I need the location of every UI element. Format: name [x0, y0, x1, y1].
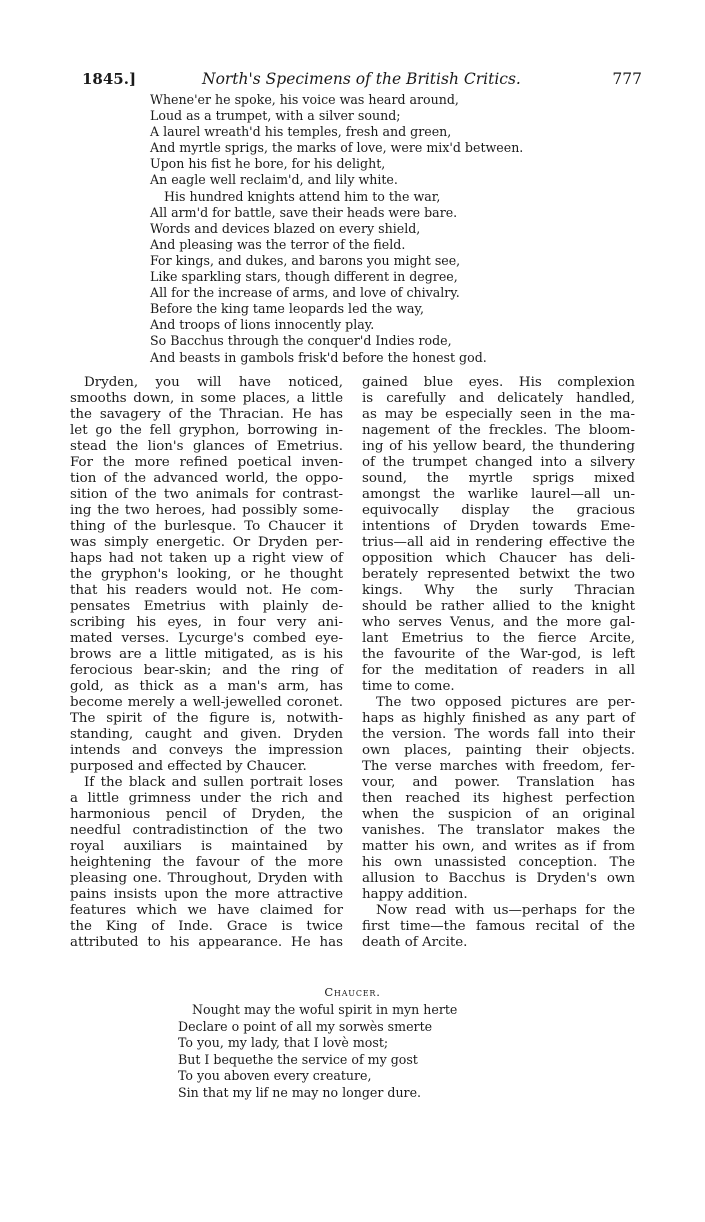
prose-line: vour, and power. Translation has — [362, 775, 635, 790]
chaucer-heading: Chaucer. — [324, 985, 381, 999]
prose-line: opposition which Chaucer has deli- — [362, 551, 635, 566]
verse-line: Upon his fist he bore, for his delight, — [150, 156, 386, 172]
prose-line: pensates Emetrius with plainly de- — [70, 599, 343, 614]
prose-line: time to come. — [362, 679, 455, 694]
prose-line: let go the fell gryphon, borrowing in- — [70, 423, 343, 438]
prose-line: needful contradistinction of the two — [70, 823, 343, 838]
verse-line: For kings, and dukes, and barons you might see, — [150, 252, 461, 268]
verse-line: So Bacchus through the conquer'd Indies rode, — [150, 333, 452, 349]
text-column-left — [70, 375, 343, 951]
verse-line: Before the king tame leopards led the way, — [150, 301, 424, 317]
verse-line: And pleasing was the terror of the field. — [150, 236, 406, 252]
prose-line: purposed and effected by Chaucer. — [70, 759, 307, 774]
prose-line: the favourite of the War-god, is left — [362, 647, 635, 662]
verse-line: His hundred knights attend him to the war, — [164, 188, 441, 204]
prose-line: sition of the two animals for contrast- — [70, 487, 343, 502]
verse-quotation-chaucer — [178, 1002, 648, 1102]
prose-line: standing, caught and given. Dryden — [70, 727, 343, 742]
prose-line: then reached its highest perfection — [362, 791, 635, 806]
prose-line: pains insists upon the more attractive — [70, 887, 343, 902]
prose-line: brows are a little mitigated, as is his — [70, 647, 343, 662]
prose-line: heightening the favour of the more — [70, 855, 343, 870]
prose-line: vanishes. The translator makes the — [362, 823, 635, 838]
prose-line: haps as highly finished as any part of — [362, 711, 635, 726]
prose-line: thing of the burlesque. To Chaucer it — [70, 519, 343, 534]
verse-line: And troops of lions innocently play. — [150, 317, 375, 333]
prose-line: equivocally display the gracious — [362, 503, 635, 518]
prose-line: scribing his eyes, in four very ani- — [70, 615, 343, 630]
prose-line: the gryphon's looking, or he thought — [70, 567, 343, 582]
prose-line: intentions of Dryden towards Eme- — [362, 519, 635, 534]
verse-line: Words and devices blazed on every shield, — [150, 220, 421, 236]
prose-line: The verse marches with freedom, fer- — [362, 759, 635, 774]
prose-line: gold, as thick as a man's arm, has — [70, 679, 343, 694]
prose-line: kings. Why the surly Thracian — [362, 583, 635, 598]
prose-line: The two opposed pictures are per- — [376, 695, 635, 710]
prose-line: should be rather allied to the knight — [362, 599, 635, 614]
verse-line: Like sparkling stars, though different in degree, — [150, 269, 458, 285]
prose-line: amongst the warlike laurel—all un- — [362, 487, 635, 502]
prose-line: gained blue eyes. His complexion — [362, 375, 635, 390]
prose-line: Dryden, you will have noticed, — [84, 375, 343, 390]
running-head — [82, 70, 642, 92]
verse-line: An eagle well reclaim'd, and lily white. — [150, 172, 398, 188]
prose-line: a little grimness under the rich and — [70, 791, 343, 806]
verse-line: All for the increase of arms, and love of chivalry. — [150, 285, 460, 301]
prose-line: happy addition. — [362, 887, 468, 902]
prose-line: pleasing one. Throughout, Dryden with — [70, 871, 343, 886]
prose-line: allusion to Bacchus is Dryden's own — [362, 871, 635, 886]
prose-line: ferocious bear-skin; and the ring of — [70, 663, 343, 678]
prose-line: ing of his yellow beard, the thundering — [362, 439, 635, 454]
prose-line: is carefully and delicately handled, — [362, 391, 635, 406]
prose-line: Now read with us—perhaps for the — [376, 903, 635, 918]
verse-line: Sin that my lif ne may no longer dure. — [178, 1084, 422, 1100]
header-title: North's Specimens of the British Critics. — [202, 70, 521, 88]
verse-line: But I bequethe the service of my gost — [178, 1051, 418, 1067]
prose-line: ing the two heroes, had possibly some- — [70, 503, 343, 518]
verse-line: And myrtle sprigs, the marks of love, were mix'd between. — [150, 140, 524, 156]
verse-quotation-dryden — [150, 92, 620, 366]
prose-line: attributed to his appearance. He has — [70, 935, 343, 950]
prose-line: haps had not taken up a right view of — [70, 551, 343, 566]
prose-line: harmonious pencil of Dryden, the — [70, 807, 343, 822]
prose-line: For the more refined poetical inven- — [70, 455, 343, 470]
prose-line: intends and conveys the impression — [70, 743, 343, 758]
prose-line: of the trumpet changed into a silvery — [362, 455, 635, 470]
verse-line: To you, my lady, that I lovè most; — [178, 1035, 389, 1051]
verse-line: Nought may the woful spirit in myn herte — [192, 1002, 458, 1017]
prose-line: become merely a well-jewelled coronet. — [70, 695, 343, 710]
header-year: 1845.] — [82, 70, 137, 88]
prose-line: the version. The words fall into their — [362, 727, 635, 742]
prose-line: trius—all aid in rendering effective the — [362, 535, 635, 550]
prose-line: the King of Inde. Grace is twice — [70, 919, 343, 934]
prose-line: that his readers would not. He com- — [70, 583, 343, 598]
prose-line: tion of the advanced world, the oppo- — [70, 471, 343, 486]
prose-line: smooths down, in some places, a little — [70, 391, 343, 406]
prose-line: The spirit of the figure is, notwith- — [70, 711, 343, 726]
verse-line: To you aboven every creature, — [178, 1068, 372, 1084]
prose-line: matter his own, and writes as if from — [362, 839, 635, 854]
verse-line: All arm'd for battle, save their heads were bare. — [150, 204, 458, 220]
prose-line: death of Arcite. — [362, 935, 468, 950]
prose-line: If the black and sullen portrait loses — [84, 775, 343, 790]
verse-line: And beasts in gambols frisk'd before the honest god. — [150, 349, 487, 365]
prose-line: was simply energetic. Or Dryden per- — [70, 535, 343, 550]
verse-line: Loud as a trumpet, with a silver sound; — [150, 108, 401, 124]
prose-line: the savagery of the Thracian. He has — [70, 407, 343, 422]
prose-line: when the suspicion of an original — [362, 807, 635, 822]
prose-line: own places, painting their objects. — [362, 743, 635, 758]
prose-line: features which we have claimed for — [70, 903, 343, 918]
prose-line: sound, the myrtle sprigs mixed — [362, 471, 635, 486]
prose-line: first time—the famous recital of the — [362, 919, 635, 934]
prose-line: royal auxiliars is maintained by — [70, 839, 343, 854]
text-column-right — [362, 375, 635, 951]
verse-line: Whene'er he spoke, his voice was heard around, — [150, 92, 459, 107]
prose-line: for the meditation of readers in all — [362, 663, 635, 678]
prose-line: mated verses. Lycurge's combed eye- — [70, 631, 343, 646]
prose-line: as may be especially seen in the ma- — [362, 407, 635, 422]
page-number: 777 — [612, 70, 642, 88]
verse-line: Declare o point of all my sorwès smerte — [178, 1018, 433, 1034]
prose-line: his own unassisted conception. The — [362, 855, 635, 870]
prose-line: nagement of the freckles. The bloom- — [362, 423, 635, 438]
prose-line: berately represented betwixt the two — [362, 567, 635, 582]
prose-line: stead the lion's glances of Emetrius. — [70, 439, 343, 454]
verse-line: A laurel wreath'd his temples, fresh and green, — [150, 124, 452, 140]
prose-line: lant Emetrius to the fierce Arcite, — [362, 631, 635, 646]
prose-line: who serves Venus, and the more gal- — [362, 615, 635, 630]
